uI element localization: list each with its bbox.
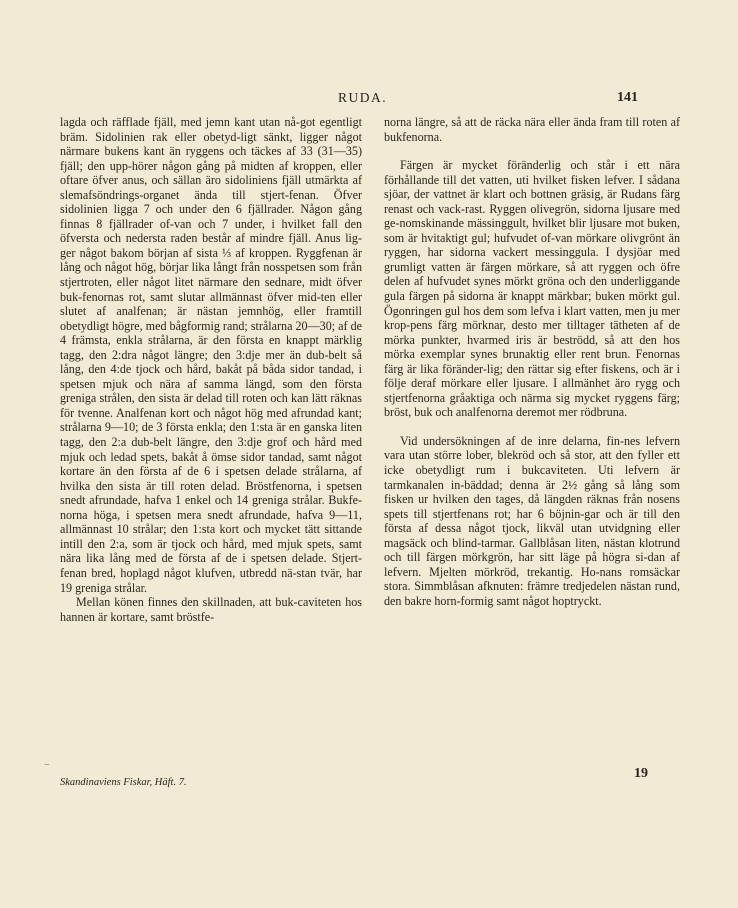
right-paragraph-3: Vid undersökningen af de inre delarna, fin-nes lefvern vara utan större lober, blekröd och så stor, att den fyller ett icke obetydligt rum i bukcaviteten. Uti lefvern är tarmkanalen in-bäddad; denna är 2½ gång så lång som fisken ur hvilken den tages, då längden räknas från nosens spets till stjertfenans rot; har 6 böjnin-gar och är till den första af dessa något tjock, likväl utan utvidgning eller magsäck och blind-tarmar. Gallblåsan liten, nästan klotrund och till färgen mörkgrön, har sitt läge på högra si-dan af lefvern. Mjelten mörkröd, trekantig. Ho-nans romsäckar stora. Simmblåsan afknuten: främre tredjedelen nästan rund, den bakre horn-formig samt något hoptryckt. xyxy=(384,433,680,608)
left-column xyxy=(60,115,362,624)
running-title: RUDA. xyxy=(338,90,388,105)
right-paragraph-2: Färgen är mycket föränderlig och står i ett nära förhållande till det vatten, uti hvilket fisken lefver. I sådana sjöar, der vattnet är klart och bottnen gräsig, är Rudans färg renast och vack-rast. Ryggen olivegrön, sidorna ljusare med ge-nomskinande mässinggult, hvilket blir ljusare mot buken, som är hvitaktigt gul; hufvudet of-van mörkare olivgrönt än ryggen, har sidorna vackert messinggula. I dysjöar med grumligt vatten är färgen mörkare, så att ryggen och öfre delen af hufvudet synes mörkt gröna och den underliggande gula färgen på sidorna är knappt märkbar; buken mörkt gul. Ögonringen gul hos dem som lefva i klart vatten, men ju mer krop-pens färg mörknar, desto mer tilltager tätheten af de mörka punkter, hvarmed iris är beströdd, så att den hos mörka exemplar synes brunaktig eller rent brun. Fenornas färg är lika föränder-lig; den rättar sig efter fiskens, och är i följe deraf mörkare eller ljusare. I allmänhet äro rygg och stjertfenorna gråaktiga och närma sig mycket ryggens färg; bröst, buk och analfenorna deremot mer rödbruna. xyxy=(384,158,680,420)
signature-mark: 19 xyxy=(634,766,648,781)
left-paragraph-2: Mellan könen finnes den skillnaden, att buk-caviteten hos hannen är kortare, samt bröstfe- xyxy=(60,595,362,624)
page-header xyxy=(0,90,738,110)
page-number: 141 xyxy=(617,90,638,105)
left-paragraph-1: lagda och räfflade fjäll, med jemn kant utan nå-got egentligt bräm. Sidolinien rak eller obetyd-ligt sänkt, ligger något närmare bukens kant än ryggens och täckes af 33 (31—35) fjäll; den upp-hörer någon gång på midten af kroppen, eller oftare öfver anus, och sällan äro sidoliniens fjäll utmärkta af slemafsöndrings-organet ända till stjert-fenan. Öfver sidolinien ligga 7 och under den 6 fjällrader. Någon gång finnas 8 fjällrader of-van och 7 under, i hvilket fall den öfversta och nedersta raden består af mindre fjäll. Anus lig-ger något bakom början af sista ⅓ af kroppen. Ryggfenan är lång och något hög, börjar lika långt från nosspetsen som från stjertroten, eller något litet närmare den sednare, midt öfver buk-fenornas rot, samt slutar allmännast öfver mid-ten eller slutet af analfenan; är nästan jemnhög, eller framtill obetydligt högre, med bågformig rand; strålarna 20—30; af de 4 främsta, enkla strålarna, är den första en knappt märklig tagg, den 2:dra något längre; den 3:dje mer än dub-belt så lång, den 4:de tjock och hård, bakåt på båda sidor tandad, i spetsen mjuk och nära af samma längd, som den första greniga strålen, den sista är delad till roten och kan lätt räknas för tvenne. Analfenan kort och något hög med afrundad kant; strålarna 9—10; de 3 första enkla; den 1:sta är en ganska liten tagg, den 2:a dub-belt längre, den 3:dje grof och hård med mjuk och ledad spets, bakåt å ömse sidor tandad, samt något kortare än den första af de 6 i spetsen delade strålarna, af hvilka den sista är till roten delad. Bröstfenorna, i spetsen snedt afrundade, hafva 1 enkel och 14 greniga strålar. Bukfe-norna höga, i spetsen mera snedt afrundade, hafva 9—11, allmännast 10 strålar; den 1:sta kort och mycket tätt sittande intill den 2:a, som är tjock och hård, med mjuk spets, samt nära lika lång med de första af de i spetsen delade. Stjert-fenan bred, hoplagd något klufven, utbredd nä-stan tvär, har 19 greniga strålar. xyxy=(60,115,362,595)
right-column xyxy=(384,115,680,609)
right-paragraph-1: norna längre, så att de räcka nära eller ända fram till roten af bukfenorna. xyxy=(384,115,680,144)
margin-mark: ⁻ xyxy=(44,761,50,773)
publication-footnote: Skandinaviens Fiskar, Häft. 7. xyxy=(60,777,187,788)
